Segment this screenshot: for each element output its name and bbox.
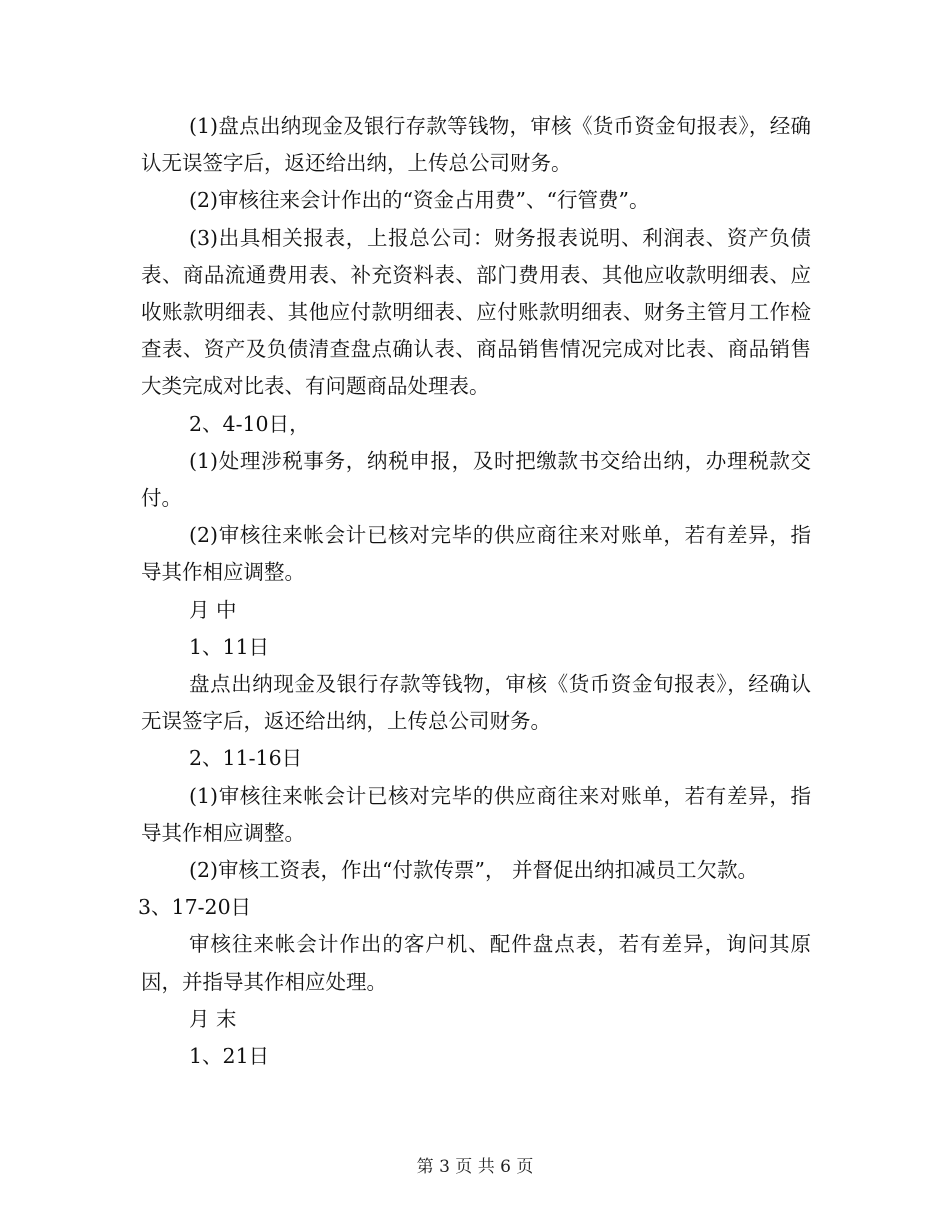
heading-month-end: 月 末	[189, 1006, 237, 1031]
paragraph-fee-audit: (2)审核往来会计作出的“资金占用费”、“行管费”。	[189, 188, 650, 213]
heading-days-17-20: 3、17-20日	[138, 895, 252, 920]
heading-mid-month: 月 中	[189, 597, 237, 622]
paragraph-tax: (1)处理涉税事务，纳税申报，及时把缴款书交给出纳，办理税款交付。	[141, 448, 811, 511]
document-body	[138, 108, 811, 1075]
heading-day-21: 1、21日	[189, 1044, 270, 1069]
page-footer: 第 3 页 共 6 页	[416, 1157, 534, 1177]
heading-days-11-16: 2、11-16日	[189, 746, 303, 771]
paragraph-inventory-audit: 审核往来帐会计作出的客户机、配件盘点表，若有差异，询问其原因，并指导其作相应处理。	[141, 932, 811, 994]
paragraph-cash-audit-mid: 盘点出纳现金及银行存款等钱物，审核《货币资金旬报表》，经确认无误签字后，返还给出纳，上传总公司财务。	[141, 672, 811, 734]
heading-days-4-10: 2、4-10日，	[189, 411, 310, 436]
paragraph-supplier-reconcile: (2)审核往来帐会计已核对完毕的供应商往来对账单，若有差异，指导其作相应调整。	[141, 523, 811, 585]
paragraph-reports: (3)出具相关报表，上报总公司：财务报表说明、利润表、资产负债表、商品流通费用表、补充资料表、部门费用表、其他应收款明细表、应收账款明细表、其他应付款明细表、应付账款明细表、财务主管月工作检查表、资产及负债清查盘点确认表、商品销售情况完成对比表、商品销售大类完成对比表、有问题商品处理表。	[141, 225, 811, 399]
paragraph-supplier-reconcile-mid: (1)审核往来帐会计已核对完毕的供应商往来对账单，若有差异，指导其作相应调整。	[141, 783, 811, 845]
paragraph-cash-audit: (1)盘点出纳现金及银行存款等钱物，审核《货币资金旬报表》，经确认无误签字后，返还给出纳，上传总公司财务。	[141, 114, 811, 176]
heading-day-11: 1、11日	[189, 634, 270, 659]
paragraph-payroll: (2)审核工资表，作出“付款传票”， 并督促出纳扣减员工欠款。	[189, 858, 759, 883]
